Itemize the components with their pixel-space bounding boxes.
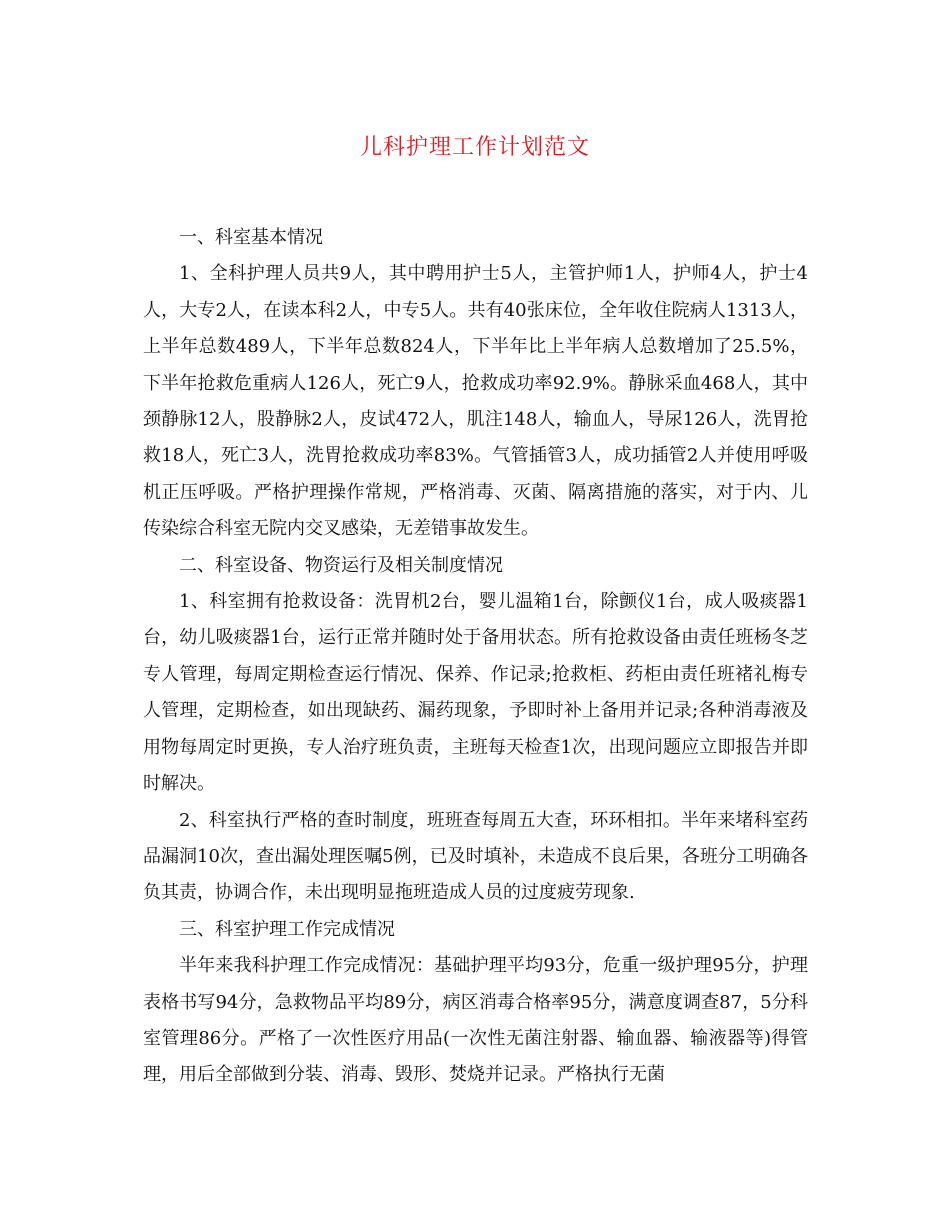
paragraph-rescue-equipment: 1、科室拥有抢救设备：洗胃机2台，婴儿温箱1台，除颤仪1台，成人吸痰器1台，幼儿吸痰器1台，运行正常并随时处于备用状态。所有抢救设备由责任班杨冬芝专人管理，每周定期检查运行情况、保养、作记录;抢救柜、药柜由责任班褚礼梅专人管理，定期检查，如出现缺药、漏药现象，予即时补上备用并记录;各种消毒液及用物每周定时更换，专人治疗班负责，主班每天检查1次，出现问题应立即报告并即时解决。 bbox=[143, 591, 808, 795]
document-title: 儿科护理工作计划范文 bbox=[359, 135, 590, 160]
paragraph-staff-statistics: 1、全科护理人员共9人，其中聘用护士5人，主管护师1人，护师4人，护士4人，大专2人，在读本科2人，中专5人。共有40张床位，全年收住院病人1313人，上半年总数489人，下半年总数824人，下半年比上半年病人总数增加了25.5%，下半年抢救危重病人126人，死亡9人，抢救成功率92.9%。静脉采血468人，其中颈静脉12人，股静脉2人，皮试472人，肌注148人，输血人，导尿126人，洗胃抢救18人，死亡3人，洗胃抢救成功率83%。气管插管3人，成功插管2人并使用呼吸机正压呼吸。严格护理操作常规，严格消毒、灭菌、隔离措施的落实，对于内、儿传染综合科室无院内交叉感染，无差错事故发生。 bbox=[143, 263, 808, 540]
section-heading-basic-situation: 一、科室基本情况 bbox=[179, 227, 323, 248]
paragraph-check-system: 2、科室执行严格的查时制度，班班查每周五大查，环环相扣。半年来堵科室药品漏洞10次，查出漏处理医嘱5例，已及时填补，未造成不良后果，各班分工明确各负其责，协调合作，未出现明显拖班造成人员的过度疲劳现象. bbox=[143, 809, 808, 904]
section-heading-equipment: 二、科室设备、物资运行及相关制度情况 bbox=[179, 554, 503, 576]
document-body bbox=[143, 220, 808, 1094]
paragraph-work-scores: 半年来我科护理工作完成情况：基础护理平均93分，危重一级护理95分，护理表格书写94分，急救物品平均89分，病区消毒合格率95分，满意度调查87，5分科室管理86分。严格了一次性医疗用品(一次性无菌注射器、输血器、输液器等)得管理，用后全部做到分装、消毒、毁形、焚烧并记录。严格执行无菌 bbox=[143, 955, 808, 1086]
section-heading-work-completion: 三、科室护理工作完成情况 bbox=[179, 918, 395, 940]
